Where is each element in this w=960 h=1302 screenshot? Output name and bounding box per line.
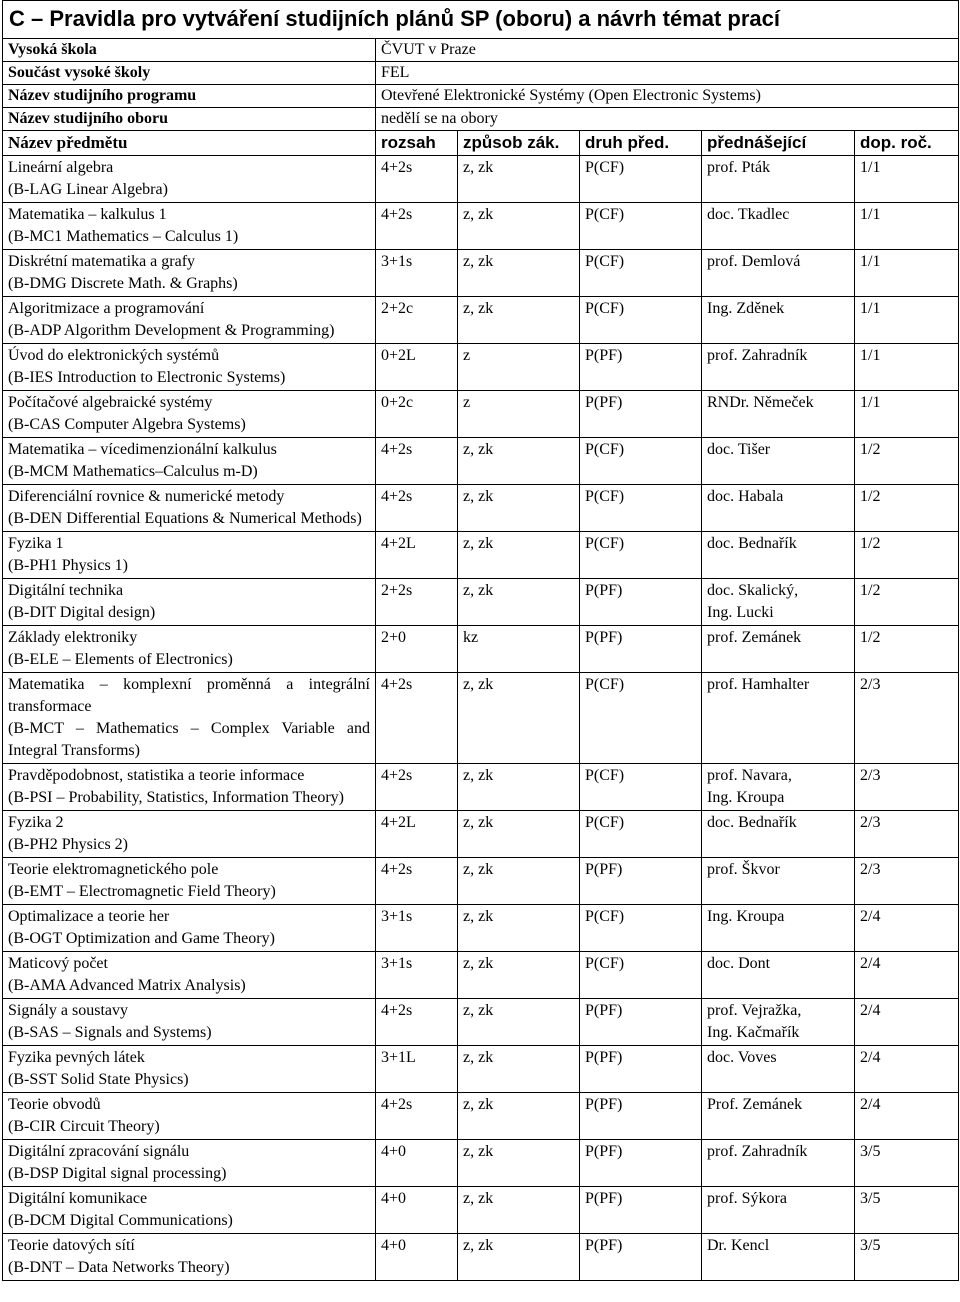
lecturer-name: prof. Sýkora — [707, 1190, 787, 1207]
subject-lecturer — [702, 485, 855, 532]
subject-name: Teorie elektromagnetického pole — [8, 861, 219, 878]
subject-code: (B-DMG Discrete Math. & Graphs) — [8, 275, 238, 292]
subject-scope: 4+2s — [376, 156, 458, 203]
lecturer-name: Ing. Kroupa — [707, 908, 785, 925]
subject-method: z, zk — [458, 297, 580, 344]
subject-lecturer — [702, 1187, 855, 1234]
subject-code: (B-MCT – Mathematics – Complex Variable and Integral Transforms) — [8, 720, 370, 759]
subject-code: (B-LAG Linear Algebra) — [8, 181, 168, 198]
subject-method: z, zk — [458, 438, 580, 485]
subject-cell — [3, 1046, 376, 1093]
header-scope: rozsah — [376, 131, 458, 156]
table-row — [3, 156, 959, 203]
subject-lecturer — [702, 1046, 855, 1093]
subject-year: 2/4 — [855, 1046, 959, 1093]
subject-scope: 0+2c — [376, 391, 458, 438]
table-row — [3, 1234, 959, 1281]
subject-lecturer — [702, 952, 855, 999]
subject-name: Teorie obvodů — [8, 1096, 101, 1113]
subject-scope: 4+2s — [376, 999, 458, 1046]
subject-name: Optimalizace a teorie her — [8, 908, 170, 925]
subject-name: Lineární algebra — [8, 159, 114, 176]
subject-type: P(PF) — [580, 1140, 702, 1187]
subject-scope: 4+2s — [376, 485, 458, 532]
subject-type: P(PF) — [580, 858, 702, 905]
subject-scope: 2+2s — [376, 579, 458, 626]
info-value: FEL — [376, 62, 959, 85]
subject-method: kz — [458, 626, 580, 673]
lecturer-name: prof. Pták — [707, 159, 771, 176]
subject-cell — [3, 344, 376, 391]
subject-lecturer — [702, 156, 855, 203]
subject-scope: 0+2L — [376, 344, 458, 391]
lecturer-name-2: Ing. Kačmařík — [707, 1024, 800, 1041]
table-row — [3, 1187, 959, 1234]
subject-scope: 3+1L — [376, 1046, 458, 1093]
subject-method: z, zk — [458, 203, 580, 250]
subject-method: z, zk — [458, 1140, 580, 1187]
subject-year: 1/1 — [855, 250, 959, 297]
subject-cell — [3, 1140, 376, 1187]
subject-lecturer — [702, 250, 855, 297]
subject-scope: 4+0 — [376, 1234, 458, 1281]
subject-type: P(CF) — [580, 203, 702, 250]
subject-type: P(CF) — [580, 673, 702, 764]
table-row — [3, 764, 959, 811]
lecturer-name: RNDr. Němeček — [707, 394, 814, 411]
subject-year: 2/4 — [855, 952, 959, 999]
subject-cell — [3, 905, 376, 952]
subject-year: 2/3 — [855, 811, 959, 858]
subject-year: 1/2 — [855, 485, 959, 532]
subject-year: 1/1 — [855, 203, 959, 250]
subject-type: P(PF) — [580, 1046, 702, 1093]
subject-scope: 4+2s — [376, 203, 458, 250]
subject-year: 2/4 — [855, 1093, 959, 1140]
subject-method: z, zk — [458, 532, 580, 579]
subject-type: P(PF) — [580, 1234, 702, 1281]
table-row — [3, 532, 959, 579]
subject-year: 2/4 — [855, 999, 959, 1046]
subject-scope: 3+1s — [376, 952, 458, 999]
subject-method: z, zk — [458, 1234, 580, 1281]
lecturer-name: Dr. Kencl — [707, 1237, 770, 1254]
subject-type: P(CF) — [580, 485, 702, 532]
header-type: druh před. — [580, 131, 702, 156]
subject-year: 2/3 — [855, 764, 959, 811]
subject-lecturer — [702, 764, 855, 811]
subject-cell — [3, 999, 376, 1046]
lecturer-name: prof. Navara, — [707, 767, 792, 784]
subject-year: 3/5 — [855, 1140, 959, 1187]
subject-year: 3/5 — [855, 1234, 959, 1281]
subject-name: Fyzika pevných látek — [8, 1049, 145, 1066]
table-row — [3, 344, 959, 391]
lecturer-name: Ing. Zděnek — [707, 300, 785, 317]
subject-lecturer — [702, 626, 855, 673]
subject-type: P(CF) — [580, 811, 702, 858]
subject-type: P(PF) — [580, 391, 702, 438]
subject-year: 1/1 — [855, 297, 959, 344]
lecturer-name: Prof. Zemánek — [707, 1096, 803, 1113]
subject-code: (B-OGT Optimization and Game Theory) — [8, 930, 275, 947]
subject-cell — [3, 438, 376, 485]
subject-type: P(CF) — [580, 952, 702, 999]
subject-lecturer — [702, 391, 855, 438]
subject-type: P(PF) — [580, 1187, 702, 1234]
lecturer-name: doc. Tišer — [707, 441, 771, 458]
subject-type: P(PF) — [580, 344, 702, 391]
subject-name: Počítačové algebraické systémy — [8, 394, 213, 411]
header-subject: Název předmětu — [3, 131, 376, 156]
table-row — [3, 905, 959, 952]
table-row — [3, 391, 959, 438]
subject-name: Signály a soustavy — [8, 1002, 128, 1019]
subject-method: z, zk — [458, 952, 580, 999]
info-row — [3, 62, 959, 85]
info-label: Název studijního programu — [3, 85, 376, 108]
subject-type: P(PF) — [580, 1093, 702, 1140]
subject-lecturer — [702, 532, 855, 579]
subject-cell — [3, 532, 376, 579]
table-row — [3, 579, 959, 626]
subject-year: 1/1 — [855, 156, 959, 203]
subject-method: z — [458, 391, 580, 438]
subject-code: (B-SST Solid State Physics) — [8, 1071, 189, 1088]
subject-code: (B-PSI – Probability, Statistics, Information Theory) — [8, 789, 344, 806]
subject-name: Matematika – kalkulus 1 — [8, 206, 167, 223]
info-row — [3, 39, 959, 62]
subject-code: (B-DIT Digital design) — [8, 604, 156, 621]
lecturer-name: doc. Bednařík — [707, 814, 797, 831]
table-row — [3, 673, 959, 764]
subject-method: z, zk — [458, 811, 580, 858]
subject-name: Teorie datových sítí — [8, 1237, 135, 1254]
subject-code: (B-ELE – Elements of Electronics) — [8, 651, 233, 668]
subject-method: z, zk — [458, 1093, 580, 1140]
subject-code: (B-AMA Advanced Matrix Analysis) — [8, 977, 246, 994]
subject-code: (B-IES Introduction to Electronic Systems) — [8, 369, 286, 386]
lecturer-name: doc. Dont — [707, 955, 771, 972]
subject-type: P(CF) — [580, 250, 702, 297]
lecturer-name: doc. Tkadlec — [707, 206, 790, 223]
subject-lecturer — [702, 203, 855, 250]
subject-method: z, zk — [458, 764, 580, 811]
subject-method: z, zk — [458, 858, 580, 905]
subject-method: z, zk — [458, 250, 580, 297]
subject-type: P(CF) — [580, 156, 702, 203]
subject-method: z, zk — [458, 1187, 580, 1234]
subject-cell — [3, 673, 376, 764]
lecturer-name: prof. Demlová — [707, 253, 801, 270]
info-label: Vysoká škola — [3, 39, 376, 62]
info-row — [3, 108, 959, 131]
subject-name: Úvod do elektronických systémů — [8, 347, 220, 364]
table-row — [3, 1140, 959, 1187]
subject-scope: 4+2s — [376, 764, 458, 811]
lecturer-name: prof. Hamhalter — [707, 676, 810, 693]
subject-cell — [3, 250, 376, 297]
subject-scope: 4+2L — [376, 811, 458, 858]
subject-lecturer — [702, 905, 855, 952]
subject-cell — [3, 156, 376, 203]
subject-method: z, zk — [458, 485, 580, 532]
subject-scope: 3+1s — [376, 905, 458, 952]
subject-type: P(CF) — [580, 764, 702, 811]
subject-code: (B-PH2 Physics 2) — [8, 836, 129, 853]
subject-code: (B-PH1 Physics 1) — [8, 557, 129, 574]
subject-scope: 4+2L — [376, 532, 458, 579]
table-row — [3, 438, 959, 485]
lecturer-name-2: Ing. Kroupa — [707, 789, 785, 806]
info-label: Název studijního oboru — [3, 108, 376, 131]
subject-method: z, zk — [458, 905, 580, 952]
subject-name: Fyzika 1 — [8, 535, 64, 552]
subject-scope: 4+0 — [376, 1140, 458, 1187]
lecturer-name: doc. Habala — [707, 488, 784, 505]
subject-name: Diferenciální rovnice & numerické metody — [8, 488, 285, 505]
subject-code: (B-CAS Computer Algebra Systems) — [8, 416, 246, 433]
subject-method: z, zk — [458, 999, 580, 1046]
subject-cell — [3, 1187, 376, 1234]
subject-name: Fyzika 2 — [8, 814, 64, 831]
subject-method: z, zk — [458, 673, 580, 764]
subject-code: (B-CIR Circuit Theory) — [8, 1118, 160, 1135]
subject-lecturer — [702, 579, 855, 626]
subject-year: 1/1 — [855, 391, 959, 438]
table-row — [3, 250, 959, 297]
subject-type: P(PF) — [580, 999, 702, 1046]
subject-lecturer — [702, 1140, 855, 1187]
subject-lecturer — [702, 1093, 855, 1140]
subject-lecturer — [702, 344, 855, 391]
subject-cell — [3, 626, 376, 673]
info-value: nedělí se na obory — [376, 108, 959, 131]
subject-method: z — [458, 344, 580, 391]
subject-cell — [3, 297, 376, 344]
subject-scope: 4+2s — [376, 438, 458, 485]
header-row — [3, 131, 959, 156]
lecturer-name: prof. Zahradník — [707, 1143, 808, 1160]
subject-cell — [3, 1093, 376, 1140]
header-year: dop. roč. — [855, 131, 959, 156]
info-value: ČVUT v Praze — [376, 39, 959, 62]
table-row — [3, 858, 959, 905]
lecturer-name-2: Ing. Lucki — [707, 604, 774, 621]
subject-code: (B-MC1 Mathematics – Calculus 1) — [8, 228, 239, 245]
subject-name: Algoritmizace a programování — [8, 300, 205, 317]
subject-scope: 4+0 — [376, 1187, 458, 1234]
subject-scope: 2+2c — [376, 297, 458, 344]
study-plan-table — [2, 0, 959, 1281]
subject-year: 2/3 — [855, 673, 959, 764]
subject-lecturer — [702, 858, 855, 905]
subject-scope: 4+2s — [376, 1093, 458, 1140]
subject-name: Digitální zpracování signálu — [8, 1143, 190, 1160]
table-row — [3, 297, 959, 344]
lecturer-name: prof. Zemánek — [707, 629, 802, 646]
subject-method: z, zk — [458, 1046, 580, 1093]
subject-cell — [3, 1234, 376, 1281]
lecturer-name: prof. Škvor — [707, 861, 780, 878]
subject-cell — [3, 203, 376, 250]
table-row — [3, 952, 959, 999]
subject-cell — [3, 391, 376, 438]
header-lecturer: přednášející — [702, 131, 855, 156]
subject-year: 1/1 — [855, 344, 959, 391]
subject-type: P(CF) — [580, 438, 702, 485]
subject-name: Maticový počet — [8, 955, 108, 972]
subject-lecturer — [702, 811, 855, 858]
document-page — [2, 0, 958, 1281]
subject-lecturer — [702, 1234, 855, 1281]
subject-scope: 4+2s — [376, 858, 458, 905]
subject-name: Diskrétní matematika a grafy — [8, 253, 196, 270]
table-row — [3, 1046, 959, 1093]
subject-code: (B-DEN Differential Equations & Numerical Methods) — [8, 510, 362, 527]
subject-cell — [3, 485, 376, 532]
document-title: C – Pravidla pro vytváření studijních plánů SP (oboru) a návrh témat prací — [3, 1, 959, 39]
subject-lecturer — [702, 673, 855, 764]
subject-scope: 3+1s — [376, 250, 458, 297]
subject-method: z, zk — [458, 156, 580, 203]
lecturer-name: doc. Bednařík — [707, 535, 797, 552]
table-row — [3, 626, 959, 673]
table-row — [3, 1093, 959, 1140]
subject-name: Digitální technika — [8, 582, 124, 599]
table-row — [3, 999, 959, 1046]
subject-cell — [3, 579, 376, 626]
lecturer-name: prof. Zahradník — [707, 347, 808, 364]
subject-cell — [3, 764, 376, 811]
info-value: Otevřené Elektronické Systémy (Open Electronic Systems) — [376, 85, 959, 108]
subject-year: 1/2 — [855, 579, 959, 626]
subject-type: P(CF) — [580, 297, 702, 344]
subject-lecturer — [702, 999, 855, 1046]
subject-year: 1/2 — [855, 532, 959, 579]
subject-type: P(CF) — [580, 905, 702, 952]
subject-code: (B-DSP Digital signal processing) — [8, 1165, 227, 1182]
subject-code: (B-MCM Mathematics–Calculus m-D) — [8, 463, 258, 480]
subject-cell — [3, 811, 376, 858]
subject-type: P(CF) — [580, 532, 702, 579]
subject-code: (B-ADP Algorithm Development & Programming) — [8, 322, 335, 339]
subject-code: (B-DNT – Data Networks Theory) — [8, 1259, 230, 1276]
subject-lecturer — [702, 297, 855, 344]
subject-scope: 2+0 — [376, 626, 458, 673]
subject-year: 2/3 — [855, 858, 959, 905]
info-row — [3, 85, 959, 108]
subject-year: 2/4 — [855, 905, 959, 952]
subject-year: 1/2 — [855, 626, 959, 673]
table-row — [3, 811, 959, 858]
subject-type: P(PF) — [580, 579, 702, 626]
subject-lecturer — [702, 438, 855, 485]
info-label: Součást vysoké školy — [3, 62, 376, 85]
subject-cell — [3, 858, 376, 905]
table-row — [3, 203, 959, 250]
subject-code: (B-EMT – Electromagnetic Field Theory) — [8, 883, 276, 900]
subject-year: 1/2 — [855, 438, 959, 485]
lecturer-name: doc. Voves — [707, 1049, 777, 1066]
subject-type: P(PF) — [580, 626, 702, 673]
subject-cell — [3, 952, 376, 999]
subject-name: Základy elektroniky — [8, 629, 138, 646]
title-row — [3, 1, 959, 39]
subject-name: Matematika – komplexní proměnná a integrální transformace — [8, 676, 370, 715]
subject-name: Matematika – vícedimenzionální kalkulus — [8, 441, 277, 458]
subject-code: (B-SAS – Signals and Systems) — [8, 1024, 212, 1041]
subject-name: Digitální komunikace — [8, 1190, 148, 1207]
lecturer-name: prof. Vejražka, — [707, 1002, 802, 1019]
subject-year: 3/5 — [855, 1187, 959, 1234]
subject-name: Pravděpodobnost, statistika a teorie informace — [8, 767, 305, 784]
header-method: způsob zák. — [458, 131, 580, 156]
lecturer-name: doc. Skalický, — [707, 582, 799, 599]
table-row — [3, 485, 959, 532]
subject-method: z, zk — [458, 579, 580, 626]
subject-scope: 4+2s — [376, 673, 458, 764]
subject-code: (B-DCM Digital Communications) — [8, 1212, 233, 1229]
